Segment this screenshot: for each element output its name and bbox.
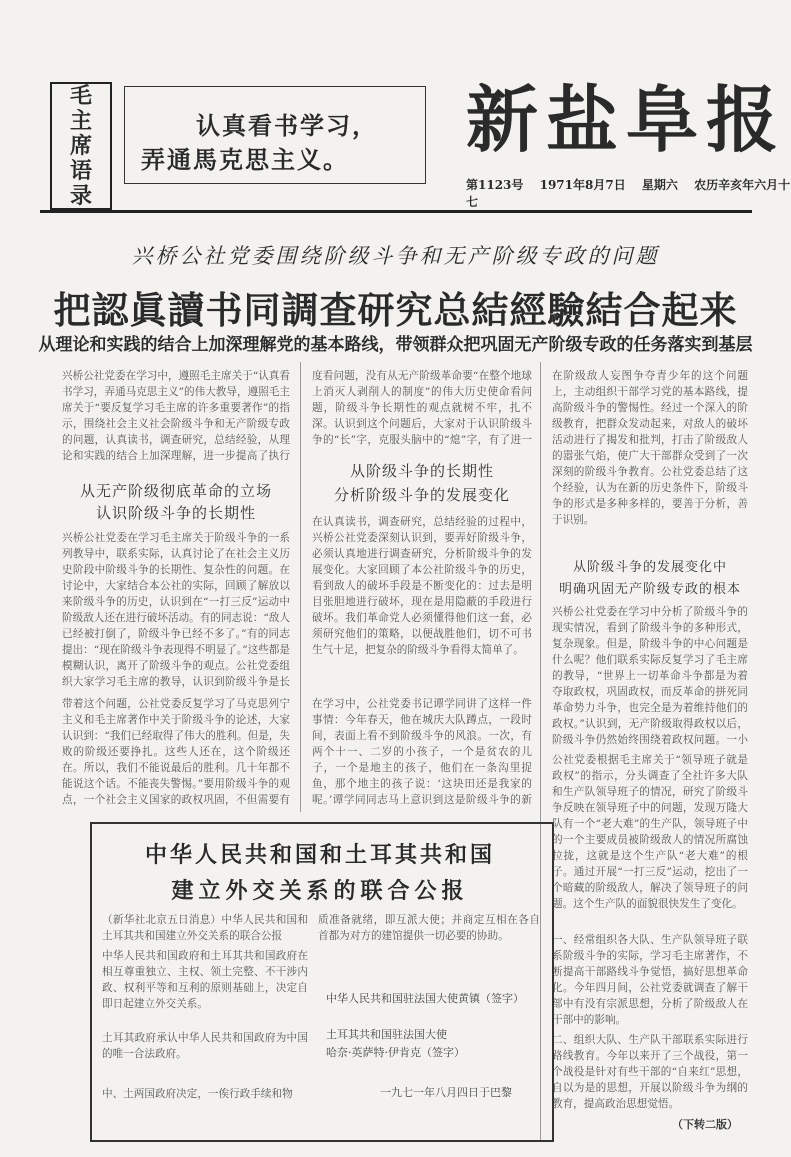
- communique-title-line-2: 建立外交关系的联合公报: [171, 879, 469, 904]
- deck-headline: 从理论和实践的结合上加深理解党的基本路线，带领群众把巩固无产阶级专政的任务落实到基层: [38, 335, 753, 355]
- article-paragraph: 公社党委根据毛主席关于“领导班子就是政权”的指示，分头调查了全社许多大队和生产队领导班子的情况，研究了阶级斗争反映在领导班子中的问题，发现万隆大队有一个“老大难”的生产队，领导班子中的一个主要成员被阶级敌人的情况所腐蚀拉拢，这就是这个生产队“老大难”的根子。通过开展“一打三反”运动，挖出了一个暗藏的阶级敌人，解决了领导班子的问题。这个生产队的面貌很快发生了变化。: [552, 754, 748, 910]
- issue-weekday: 星期六: [641, 178, 678, 192]
- main-headline: 把認眞讀书同調查研究总結經驗結合起来: [53, 289, 738, 332]
- column-rule: [300, 362, 301, 812]
- article-paragraph: 兴桥公社党委在学习毛主席关于阶级斗争的一系列教导中，联系实际，认真讨论了在社会主义历史阶段中阶级斗争的长期性、复杂性的问题。在讨论中，大家结合本公社的实际，回顾了解放以来阶级斗争的历史，认识到在“一打三反”运动中阶级敌人还在进行破坏活动。有的同志说：“敌人已经被打倒了，阶级斗争已经不多了。”有的同志提出：“现在阶级斗争表现得不明显了。”这些都是模糊认识，离开了阶级斗争的观点。公社党委组织大家学习毛主席的教导，认识到阶级斗争是长: [62, 532, 290, 688]
- kicker-headline: 兴桥公社党委围绕阶级斗争和无产阶级专政的问题: [131, 244, 660, 268]
- continued-notice: （下转二版）: [672, 1118, 738, 1131]
- article-paragraph: 度看问题，没有从无产阶级革命要“在整个地球上消灭人剥削人的制度”的伟大历史使命看问题，阶级斗争长期性的观点就树不牢，扎不深。认识到这个问题后，大家对于认识阶级斗争的“长”字，克服头脑中的“熄”字，有了进一: [312, 370, 532, 446]
- section-subhead: 从阶级斗争的发展变化中: [572, 560, 727, 575]
- signature-line: 哈奈·英萨特·伊肯克（签字）: [326, 1046, 465, 1059]
- communique-paragraph: 中华人民共和国政府和土耳其共和国政府在相互尊重独立、主权、领土完整、不干涉内政、权利平等和互利的原则基础上，决定自即日起建立外交关系。: [102, 950, 308, 1010]
- article-paragraph: 在认真读书，调查研究，总结经验的过程中，兴桥公社党委深刻认识到，要弄好阶级斗争，必须认真地进行调查研究，分析阶级斗争的发展变化。大家回顾了本公社阶级斗争的历史，看到敌人的破坏手段是不断变化的：过去是明目张胆地进行破坏，现在是用隐蔽的手段进行破坏。我们革命党人必须懂得他们这一套，必须研究他们的策略，以便战胜他们，切不可书生气十足，把复杂的阶级斗争看得太简单了。: [312, 516, 532, 656]
- section-subhead: 明确巩固无产阶级专政的根本: [558, 582, 741, 597]
- section-subhead: 认识阶级斗争的长期性: [95, 504, 256, 522]
- article-paragraph: 带着这个问题，公社党委反复学习了马克思列宁主义和毛主席著作中关于阶级斗争的论述，大家认识到：“我们已经取得了伟大的胜利。但是，失败的阶级还要挣扎。这些人还在，这个阶级还在。所以，我们不能说最后的胜利。几十年都不能说这个话。不能丧失警惕。”要用阶级斗争的观点，一个社会主义国家的政权巩固，不但需要有: [62, 698, 290, 806]
- communique-paragraph: （新华社北京五日消息）中华人民共和国和土耳其共和国建立外交关系的联合公报: [102, 914, 308, 942]
- masthead-rule: [40, 210, 752, 213]
- communique-paragraph: 土耳其政府承认中华人民共和国政府为中国的唯一合法政府。: [102, 1032, 308, 1060]
- article-paragraph: 二、组织大队、生产队干部联系实际进行路线教育。今年以来开了三个战役，第一个战役是针对有些干部的“自来红”思想，自以为是的思想，开展以阶级斗争为纲的教育，提高政治思想觉悟。: [552, 1034, 748, 1110]
- signature-date: 一九七一年八月四日于巴黎: [380, 1086, 512, 1099]
- section-subhead: 从阶级斗争的长期性: [349, 462, 494, 480]
- section-subhead: 从无产阶级彻底革命的立场: [79, 482, 272, 500]
- issue-info: [466, 176, 791, 210]
- newspaper-name: 新盐阜报: [466, 78, 787, 162]
- quotation-line-1: 认真看书学习，: [196, 111, 378, 140]
- label-char: 录: [69, 182, 92, 209]
- signature-line: 土耳其共和国驻法国大使: [326, 1028, 447, 1041]
- issue-date: 1971年8月7日: [539, 178, 626, 192]
- article-paragraph: 兴桥公社党委在学习中分析了阶级斗争的现实情况，看到了阶级斗争的多种形式，复杂现象。但是，阶级斗争的中心问题是什么呢？他们联系实际反复学习了毛主席的教导，“世界上一切革命斗争都是为着夺取政权，巩固政权，而反革命的拼死同革命势力斗争，也完全是为着维持他们的政权。”认识到，无产阶级取得政权以后，阶级斗争仍然始终围绕着政权问题。一小: [552, 606, 748, 746]
- article-paragraph: 在阶级敌人妄图争夺青少年的这个问题上，主动组织干部学习党的基本路线，提高阶级斗争的警惕性。经过一个深入的阶级教育，把群众发动起来，对敌人的破坏活动进行了揭发和批判，打击了阶级敌人的嚣张气焰，使广大干部群众受到了一次深刻的阶级斗争教育。公社党委总结了这个经验，认为在新的历史条件下，阶级斗争的形式是多种多样的，要善于分析，善于识别。: [552, 370, 748, 526]
- section-subhead: 分析阶级斗争的发展变化: [333, 486, 510, 504]
- label-char: 主: [69, 108, 92, 135]
- communique-title-line-1: 中华人民共和国和土耳其共和国: [144, 843, 495, 868]
- article-paragraph: 一、经常组织各大队、生产队领导班子联系阶级斗争的实际，学习毛主席著作，不断提高干部路线斗争觉悟，搞好思想革命化。今年四月间，公社党委就调查了解干部中有没有宗派思想，分析了阶级敌人在干部中的影响。: [552, 934, 748, 1026]
- article-paragraph: 兴桥公社党委在学习中，遵照毛主席关于“认真看书学习，弄通马克思主义”的伟大教导，遵照毛主席关于“要反复学习毛主席的许多重要著作”的指示，围绕社会主义社会阶级斗争和无产阶级专政的问题，认真读书，调查研究，总结经验，从理论和实践的结合上加深理解，进一步提高了执行: [62, 370, 290, 462]
- lunar-date: 农历辛亥年六月十七: [466, 178, 791, 209]
- communique-paragraph: 质准备就绪，即互派大使；并商定互相在各自首都为对方的建馆提供一切必要的协助。: [318, 914, 540, 942]
- issue-number: 第1123号: [466, 178, 524, 192]
- signature-line: 中华人民共和国驻法国大使黄镇（签字）: [326, 992, 524, 1005]
- label-char: 毛: [69, 83, 92, 110]
- chairman-mao-quotation-label: [50, 82, 112, 210]
- article-paragraph: 在学习中，公社党委书记谭学同讲了这样一件事情：今年春天，他在城庆大队蹲点，一段时间，表面上看不到阶级斗争的风浪。一次，有两个十一、二岁的小孩子，一个是贫农的儿子，一个是地主的孩子，他们在一条沟里捉鱼，那个地主的孩子说：‘这块田还是我家的呢。’谭学同同志马上意识到这是阶级斗争的新: [312, 698, 532, 806]
- communique-paragraph: 中、土两国政府决定，一俟行政手续和物: [102, 1088, 293, 1100]
- quotation-line-2: 弄通馬克思主义。: [141, 145, 349, 174]
- label-char: 席: [69, 132, 92, 159]
- label-char: 语: [69, 157, 92, 184]
